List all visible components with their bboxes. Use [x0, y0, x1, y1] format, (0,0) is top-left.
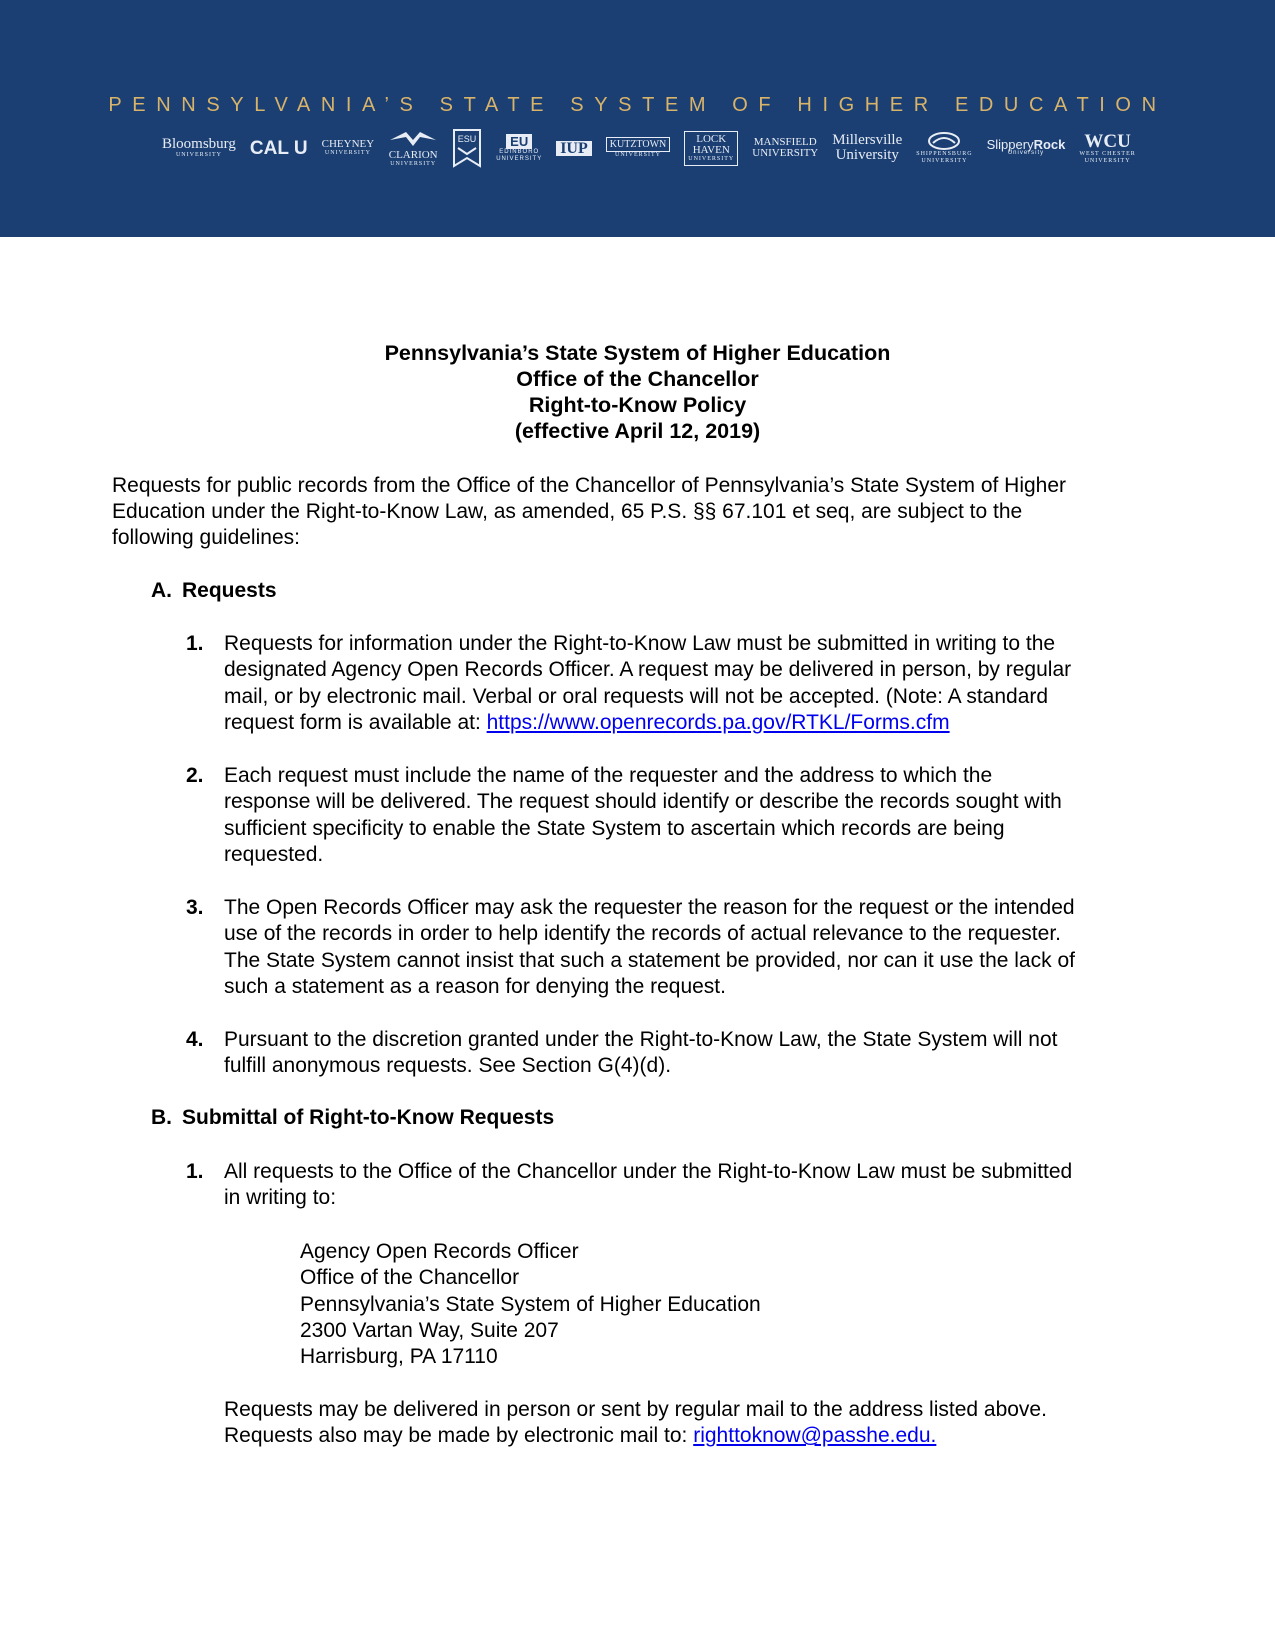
- section-b-letter: B.: [151, 1106, 172, 1129]
- list-item-number: 2.: [186, 764, 204, 787]
- list-item-line: Requests for information under the Right-to-Know Law must be submitted in writing to the: [224, 632, 1056, 655]
- section-a-heading: [151, 579, 277, 603]
- wcu-logo-sub-2: UNIVERSITY: [1084, 157, 1131, 164]
- list-item-number: 1.: [186, 1160, 204, 1183]
- mansfield-logo: [752, 137, 818, 159]
- esu-logo: [452, 128, 482, 168]
- iup-logo-text: IUP: [556, 141, 592, 156]
- list-item-line: The State System cannot insist that such a statement be provided, nor can it use the lack of: [224, 948, 1075, 972]
- cheyney-logo-sub: UNIVERSITY: [324, 150, 371, 156]
- list-item-line: mail, or by electronic mail. Verbal or oral requests will not be accepted. (Note: A standard: [224, 684, 1049, 708]
- bloomsburg-logo: [162, 137, 236, 159]
- list-item-body: [224, 1027, 1057, 1080]
- intro-line-3: following guidelines:: [112, 526, 300, 549]
- university-logos: [162, 124, 1136, 172]
- section-a-letter: A.: [151, 579, 172, 602]
- mailing-address: [300, 1239, 761, 1370]
- lockhaven-logo-sub: UNIVERSITY: [688, 155, 735, 162]
- delivery-note-line-2: [224, 1423, 1047, 1449]
- list-item-number: 4.: [186, 1028, 204, 1051]
- edinboro-logo-sub: UNIVERSITY: [496, 155, 543, 162]
- header-banner: [0, 0, 1275, 237]
- mansfield-logo-sub: UNIVERSITY: [752, 147, 819, 159]
- shippensburg-logo: [916, 131, 972, 165]
- title-line-4: (effective April 12, 2019): [514, 419, 761, 443]
- kutztown-logo-text: KUTZTOWN: [606, 137, 670, 152]
- mansfield-logo-text: MANSFIELD: [753, 136, 817, 148]
- rtkl-forms-link[interactable]: https://www.openrecords.pa.gov/RTKL/Forms.cfm: [486, 710, 950, 734]
- wcu-logo-text: WCU: [1084, 130, 1131, 152]
- list-item-number: 1.: [186, 632, 204, 655]
- list-item-line: requested.: [224, 842, 324, 866]
- title-line-2: Office of the Chancellor: [516, 367, 759, 391]
- bloomsburg-logo-sub: UNIVERSITY: [175, 152, 222, 158]
- shippensburg-emblem-icon: [927, 131, 961, 151]
- section-a-title: Requests: [182, 579, 277, 602]
- list-item-line: All requests to the Office of the Chancellor under the Right-to-Know Law must be submitted: [224, 1160, 1073, 1183]
- title-line-1: Pennsylvania’s State System of Higher Education: [384, 341, 891, 365]
- edinboro-logo: [496, 134, 542, 163]
- wcu-logo-sub-1: WEST CHESTER: [1079, 150, 1136, 157]
- slipperyrock-logo-sub: University: [1007, 150, 1045, 156]
- wcu-logo: [1079, 132, 1135, 165]
- title-line-3: Right-to-Know Policy: [528, 393, 747, 417]
- shippensburg-logo-text: SHIPPENSBURG: [916, 151, 973, 157]
- clarion-logo-text: CLARION: [388, 149, 438, 161]
- list-item-body: [224, 631, 1071, 736]
- bloomsburg-logo-text: Bloomsburg: [162, 136, 236, 152]
- slipperyrock-logo-text-1: Slippery: [986, 137, 1034, 152]
- clarion-logo-sub: UNIVERSITY: [390, 161, 437, 167]
- section-b-title: Submittal of Right-to-Know Requests: [182, 1106, 555, 1129]
- shippensburg-logo-sub: UNIVERSITY: [921, 158, 968, 164]
- list-item-line: Pursuant to the discretion granted under the Right-to-Know Law, the State System will not: [224, 1028, 1058, 1051]
- address-line: Office of the Chancellor: [300, 1266, 520, 1290]
- list-item-body: [224, 1159, 1072, 1212]
- list-item-line-text: request form is available at:: [224, 710, 487, 734]
- cheyney-logo-text: CHEYNEY: [321, 138, 375, 150]
- edinboro-mark: EU: [506, 134, 532, 149]
- kutztown-logo-sub: UNIVERSITY: [615, 152, 661, 158]
- list-item-body: [224, 763, 1062, 868]
- delivery-note: [224, 1397, 1047, 1450]
- millersville-logo-text-2: University: [835, 147, 899, 163]
- list-item-line: designated Agency Open Records Officer. A request may be delivered in person, by regular: [224, 658, 1072, 682]
- list-item-line: [224, 710, 1071, 736]
- list-item-line: use of the records in order to help identify the records of actual relevance to the requester.: [224, 922, 1061, 946]
- list-item-number: 3.: [186, 896, 204, 919]
- esu-shield-icon: [452, 128, 482, 168]
- intro-line-1: Requests for public records from the Office of the Chancellor of Pennsylvania’s State System of Higher: [112, 474, 1067, 497]
- calu-logo: [250, 139, 308, 158]
- slipperyrock-logo-text-2: Rock: [1033, 137, 1066, 152]
- section-b-heading: [151, 1106, 554, 1130]
- esu-logo-text: ESU: [457, 134, 477, 144]
- eagle-icon: [388, 128, 438, 150]
- clarion-logo: [388, 128, 438, 168]
- list-item-line: sufficient specificity to enable the State System to ascertain which records are being: [224, 816, 1005, 840]
- address-line: Agency Open Records Officer: [300, 1240, 579, 1263]
- delivery-note-text: Requests also may be made by electronic mail to:: [224, 1424, 694, 1448]
- address-line: Harrisburg, PA 17110: [300, 1345, 498, 1369]
- lockhaven-logo-text-2: HAVEN: [692, 143, 730, 156]
- list-item-line: such a statement as a reason for denying the request.: [224, 974, 726, 998]
- list-item-line: in writing to:: [224, 1186, 337, 1210]
- millersville-logo: [832, 133, 902, 163]
- address-line: 2300 Vartan Way, Suite 207: [300, 1318, 559, 1342]
- email-link[interactable]: righttoknow@passhe.edu.: [693, 1424, 937, 1448]
- list-item-line: The Open Records Officer may ask the requester the reason for the request or the intended: [224, 896, 1075, 919]
- slipperyrock-logo: [987, 139, 1066, 157]
- document-title: [0, 340, 1275, 444]
- list-item-body: [224, 895, 1075, 1000]
- lockhaven-logo: [684, 131, 738, 166]
- list-item-line: Each request must include the name of the requester and the address to which the: [224, 764, 993, 787]
- kutztown-logo: [606, 137, 670, 159]
- edinboro-logo-text: EDINBORO: [499, 148, 540, 155]
- list-item-line: fulfill anonymous requests. See Section G(4)(d).: [224, 1054, 672, 1078]
- cheyney-logo: [322, 139, 375, 157]
- lockhaven-logo-text-1: LOCK: [696, 132, 727, 145]
- millersville-logo-text-1: Millersville: [832, 132, 903, 148]
- iup-logo: [556, 141, 592, 156]
- calu-logo-text: CAL U: [249, 137, 308, 159]
- address-line: Pennsylvania’s State System of Higher Education: [300, 1292, 761, 1316]
- intro-line-2: Education under the Right-to-Know Law, as amended, 65 P.S. §§ 67.101 et seq, are subject to the: [112, 500, 1023, 523]
- delivery-note-line-1: Requests may be delivered in person or sent by regular mail to the address listed above.: [224, 1398, 1047, 1421]
- banner-title: PENNSYLVANIA’S STATE SYSTEM OF HIGHER EDUCATION: [108, 94, 1167, 116]
- list-item-line: response will be delivered. The request should identify or describe the records sought with: [224, 790, 1062, 814]
